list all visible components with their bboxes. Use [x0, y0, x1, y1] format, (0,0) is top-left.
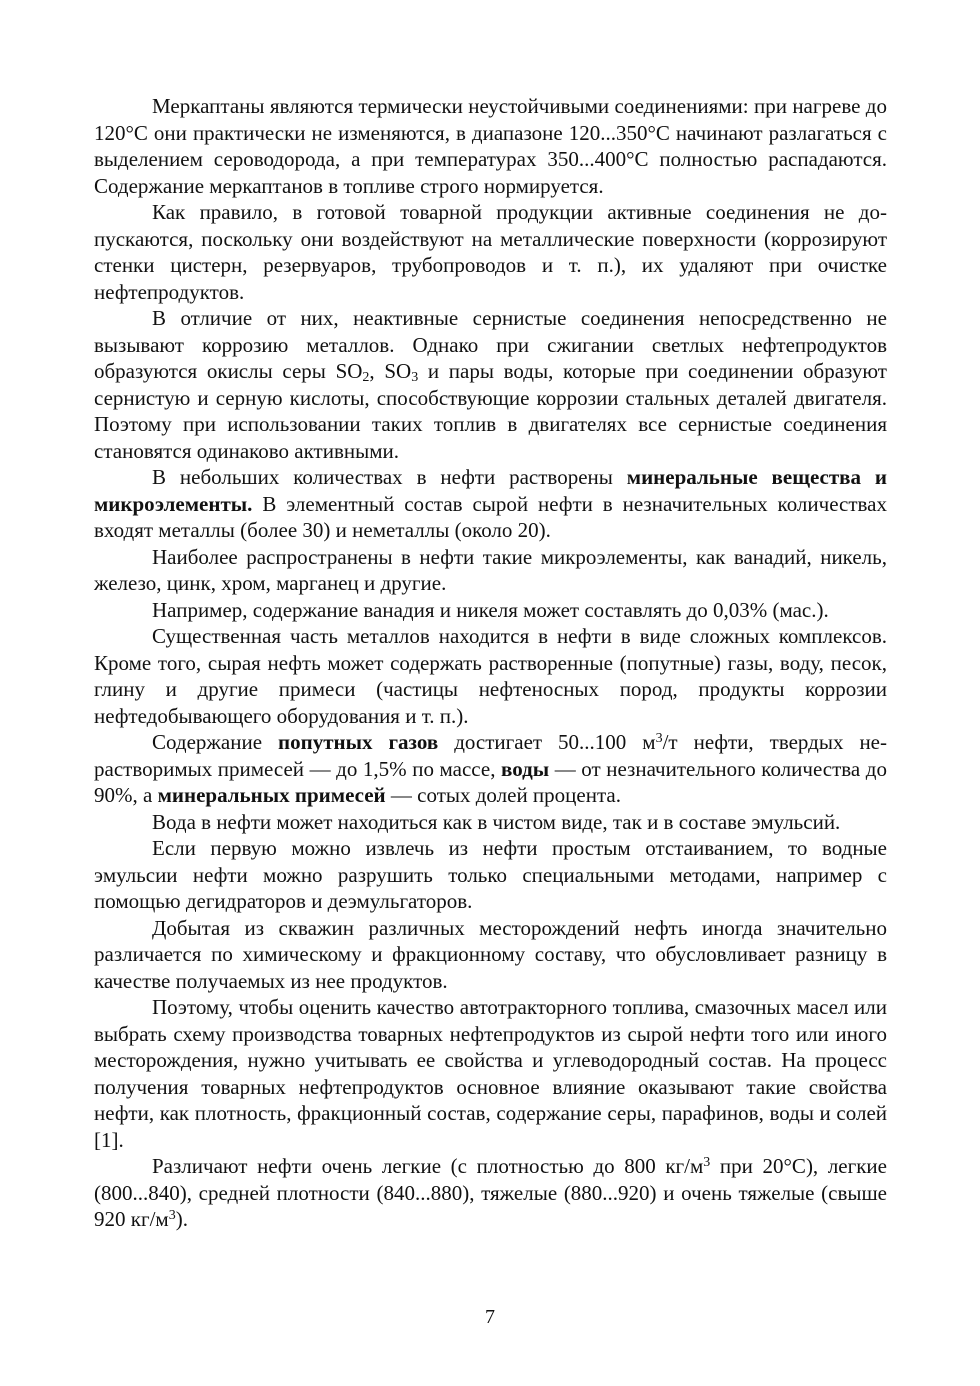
superscript: 3 — [168, 1208, 176, 1223]
text-run: В отличие от них, неактивные сернистые соединения непосредственно не вызывают коррозию металлов. Однако при сжигании светлых нефтепродуктов образуются окислы серы SO — [94, 306, 887, 383]
paragraph-density — [94, 1153, 887, 1233]
paragraph-gas-content — [94, 729, 887, 809]
text-run: и пары воды, которые при соединении образуют сернистую и серную кислоты, способствующие коррозии стальных деталей двигателя. Поэтому при использовании таких топлив в двигателях все сернистые соединения становятся одинаково активными. — [94, 359, 887, 463]
bold-term: минеральных примесей — [157, 783, 386, 807]
paragraph-quality: Поэтому, чтобы оценить качество автотракторного топлива, смазочных масел или выбрать схему производства товарных нефтепродуктов из сырой нефти того или иного месторождения, нужно учитывать ее свойства и углеводородный состав. На процесс получения товарных нефтепродуктов основное влияние оказывают такие свойства нефти, как плотность, фракционный состав, содержание серы, парафинов, воды и солей [1]. — [94, 995, 887, 1152]
superscript: 3 — [703, 1155, 711, 1170]
text-run: при 20°С), легкие (800...840), средней плотности (840...880), тяжелые (880...920) и очень тяжелые (свыше 920 кг/м — [94, 1154, 887, 1231]
text-run: — сотых долей процента. — [385, 783, 621, 807]
paragraph-mercaptans: Меркаптаны являются термически неустойчивыми соединениями: при нагреве до 120°С они практически не изменяются, в диапазоне 120...350°С начинают разлагаться с выделением сероводорода, а при температурах 350...400°С полностью распадаются. Содержание меркаптанов в топливе строго нормируется. — [94, 94, 887, 198]
paragraph-minerals — [94, 464, 887, 544]
paragraph-water: Вода в нефти может находиться как в чистом виде, так и в составе эмульсий. — [152, 809, 841, 834]
text-run: ). — [175, 1207, 188, 1231]
document-body — [94, 93, 887, 1233]
paragraph-composition: Добытая из скважин различных месторождений нефть иногда значительно различается по химическому и фракционному составу, что обусловливает разницу в качестве получаемых из нее продуктов. — [94, 915, 887, 993]
subscript: 2 — [362, 370, 370, 385]
text-run: В элементный состав сырой нефти в незначительных количествах входят металлы (более 30) и неметаллы (около 20). — [94, 491, 887, 542]
text-run: Содержание — [152, 730, 279, 754]
bold-term: воды — [501, 756, 550, 781]
paragraph-metal-complexes: Существенная часть металлов находится в нефти в виде сложных комплексов. Кроме того, сырая нефть может содержать растворенные (попутные) газы, воду, песок, глину и другие примеси (частицы нефтеносных пород, продукты коррозии нефтедобывающего оборудования и т. п.). — [94, 624, 887, 728]
page-number: 7 — [485, 1306, 495, 1328]
paragraph-vanadium-nickel: Например, содержание ванадия и никеля может составлять до 0,03% (мас.). — [152, 597, 829, 622]
text-run: — от незначительного количества до 90%, а — [94, 756, 887, 807]
subscript: 3 — [411, 370, 419, 385]
text-run: В небольших количествах в нефти растворены — [152, 465, 627, 489]
bold-term: попутных газов — [278, 730, 439, 754]
paragraph-active-compounds: Как правило, в готовой товарной продукции активные соединения не допускаются, поскольку они воздействуют на металлические поверхности (коррозируют стенки цистерн, резервуаров, трубопроводов и т. п.), их удаляют при очистке нефтепродуктов. — [94, 200, 887, 304]
text-run: Различают нефти очень легкие (с плотностью до 800 кг/м — [152, 1154, 704, 1178]
text-run: достигает 50...100 м — [438, 730, 656, 754]
paragraph-inactive-sulfur — [94, 305, 887, 464]
text-run: , SO — [369, 359, 412, 383]
paragraph-microelements: Наиболее распространены в нефти такие микроэлементы, как ванадий, никель, железо, цинк, хром, марганец и другие. — [94, 544, 887, 595]
paragraph-emulsions: Если первую можно извлечь из нефти простым отстаиванием, то водные эмульсии нефти можно разрушить только специальными методами, например с помощью дегидраторов и деэмульгаторов. — [94, 836, 887, 913]
text-run: /т нефти, твердых нерастворимых примесей — до 1,5% по массе, — [94, 730, 887, 781]
superscript: 3 — [655, 731, 663, 746]
bold-term: минеральные вещества и микроэлементы. — [94, 465, 887, 516]
